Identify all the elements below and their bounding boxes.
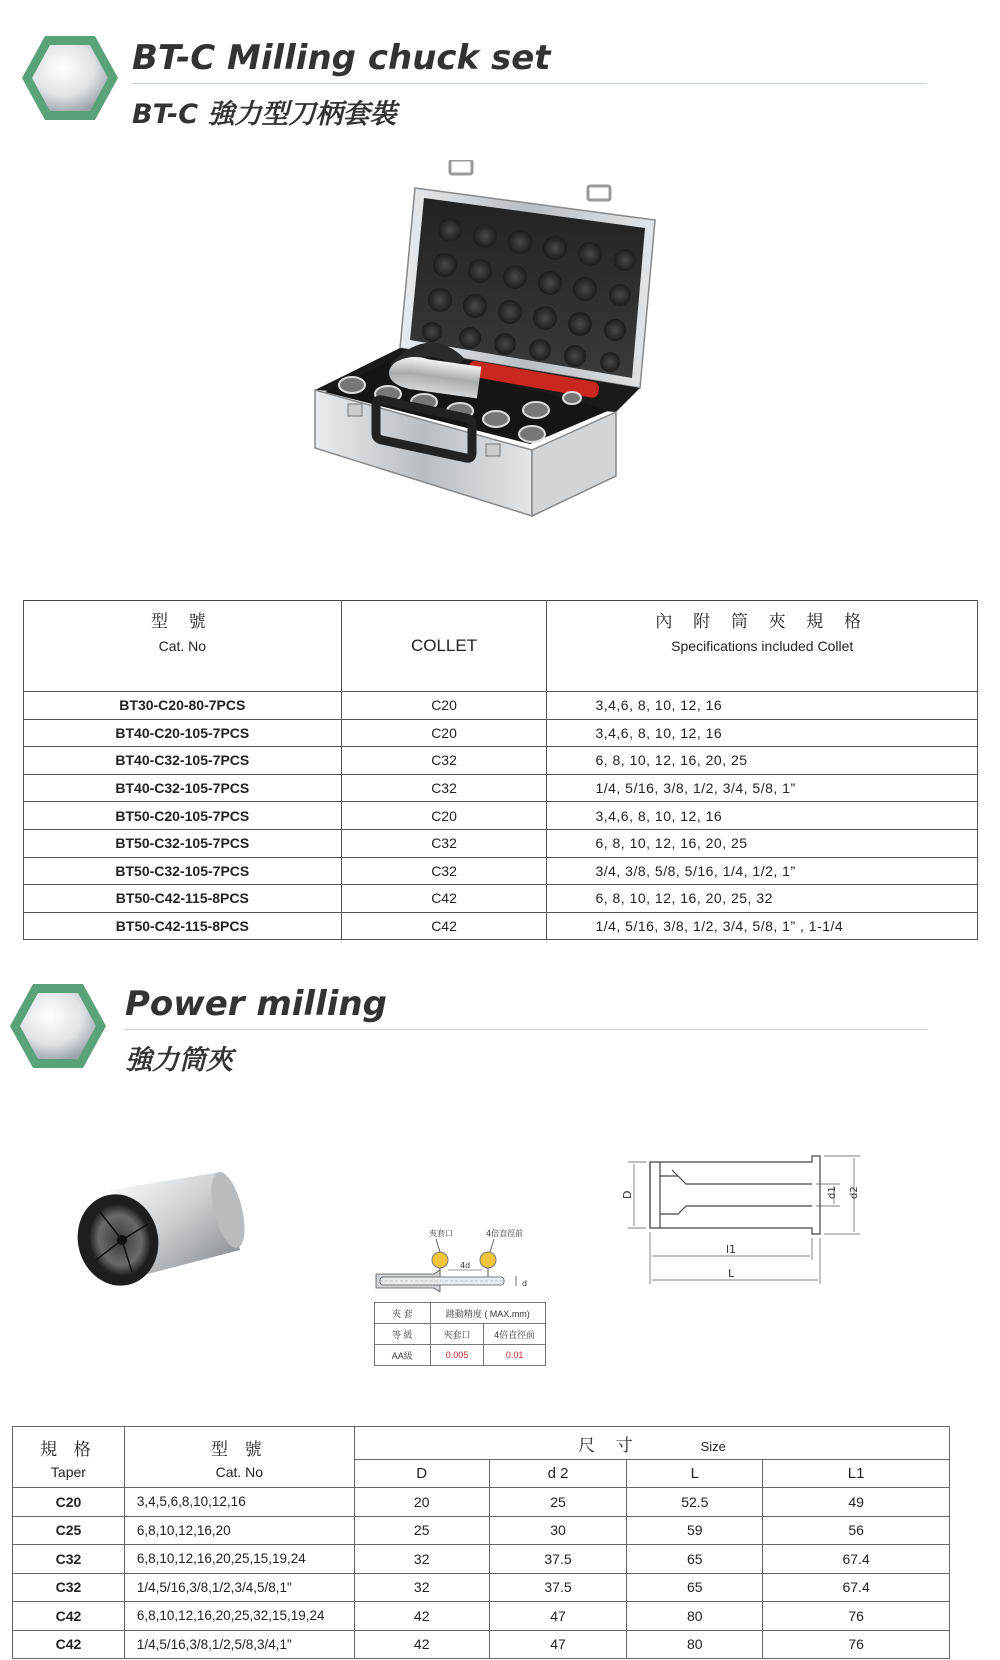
dim-l1: l1: [726, 1243, 737, 1256]
table-row: [13, 1545, 950, 1574]
collet: C20: [341, 719, 547, 747]
chuck-set-case-image: [300, 160, 670, 560]
header-taper-cn: 規 格: [40, 1439, 97, 1459]
table-row: [24, 802, 978, 830]
collet: C42: [341, 912, 547, 940]
header-spec: [547, 601, 978, 692]
cat-no: 1/4,5/16,3/8,1/2,5/8,3/4,1": [124, 1630, 354, 1659]
table-row: [13, 1488, 950, 1517]
spec-grade-header-1: 夾 套: [375, 1303, 431, 1324]
value-L: 59: [627, 1516, 763, 1545]
title-divider: [132, 83, 927, 84]
value-L1: 56: [763, 1516, 950, 1545]
header-size: [354, 1427, 949, 1460]
spec-grade-header-2: 等 級: [375, 1324, 431, 1345]
collet: C32: [341, 774, 547, 802]
section-title-cn: 強力筒夾: [125, 1045, 233, 1076]
cat-no: BT40-C32-105-7PCS: [24, 747, 342, 775]
cat-no: 6,8,10,12,16,20,25,15,19,24: [124, 1545, 354, 1574]
collet: C20: [341, 802, 547, 830]
power-collet-image: [70, 1168, 245, 1293]
collet: C32: [341, 747, 547, 775]
section-title-cn: BT-C 強力型刀柄套裝: [132, 99, 397, 130]
cat-no: BT50-C42-115-8PCS: [24, 912, 342, 940]
value-d2: 37.5: [489, 1545, 627, 1574]
chuck-set-table: [23, 600, 978, 940]
spec: 3,4,6, 8, 10, 12, 16: [547, 719, 978, 747]
header-D: D: [354, 1460, 489, 1488]
value-d2: 30: [489, 1516, 627, 1545]
taper: C32: [13, 1545, 125, 1574]
cat-no: BT40-C20-105-7PCS: [24, 719, 342, 747]
header-taper-en: Taper: [50, 1463, 86, 1480]
table-row: [13, 1516, 950, 1545]
taper: C42: [13, 1602, 125, 1631]
spec: 6, 8, 10, 12, 16, 20, 25: [547, 747, 978, 775]
collet: C42: [341, 885, 547, 913]
cat-no: 6,8,10,12,16,20,25,32,15,19,24: [124, 1602, 354, 1631]
value-D: 32: [354, 1573, 489, 1602]
table-row: [24, 692, 978, 720]
table-row: [13, 1573, 950, 1602]
value-L: 80: [627, 1630, 763, 1659]
collet-dimension-drawing: [620, 1150, 880, 1290]
table-row: [24, 885, 978, 913]
cat-no: BT40-C32-105-7PCS: [24, 774, 342, 802]
cat-no: 3,4,5,6,8,10,12,16: [124, 1488, 354, 1517]
hexagon-logo-icon: [20, 32, 120, 124]
taper: C42: [13, 1630, 125, 1659]
value-L: 80: [627, 1602, 763, 1631]
table-header-row: [13, 1427, 950, 1460]
value-D: 20: [354, 1488, 489, 1517]
runout-spec-table: [374, 1302, 546, 1366]
header-L1: L1: [763, 1460, 950, 1488]
header-cat-cn: 型 號: [210, 1439, 268, 1459]
cat-no: BT50-C32-105-7PCS: [24, 829, 342, 857]
spec: 1/4, 5/16, 3/8, 1/2, 3/4, 5/8, 1” , 1-1/4: [547, 912, 978, 940]
value-D: 32: [354, 1545, 489, 1574]
table-row: [24, 747, 978, 775]
table-row: [24, 719, 978, 747]
value-L: 65: [627, 1573, 763, 1602]
table-row: [13, 1602, 950, 1631]
value-L1: 67.4: [763, 1573, 950, 1602]
header-spec-cn: 內 附 筒 夾 規 格: [655, 611, 870, 631]
taper: C20: [13, 1488, 125, 1517]
value-d2: 47: [489, 1602, 627, 1631]
spec-4x-header: 4倍直徑前: [484, 1324, 546, 1345]
taper: C32: [13, 1573, 125, 1602]
header-taper: [13, 1427, 125, 1488]
header-cat-no: [124, 1427, 354, 1488]
table-row: [24, 829, 978, 857]
cat-no: BT30-C20-80-7PCS: [24, 692, 342, 720]
spec: 6, 8, 10, 12, 16, 20, 25: [547, 829, 978, 857]
collet: C20: [341, 692, 547, 720]
header-spec-en: Specifications included Collet: [671, 637, 854, 654]
taper: C25: [13, 1516, 125, 1545]
collet: C32: [341, 829, 547, 857]
header-collet-label: COLLET: [410, 636, 478, 655]
header-cat-cn: 型 號: [150, 611, 214, 631]
spec-mouth-header: 夾套口: [430, 1324, 484, 1345]
table-row: [24, 912, 978, 940]
label-d: d: [522, 1279, 528, 1288]
spec: 1/4, 5/16, 3/8, 1/2, 3/4, 5/8, 1”: [547, 774, 978, 802]
header-d2: d 2: [489, 1460, 627, 1488]
value-D: 42: [354, 1630, 489, 1659]
header-size-cn: 尺 寸: [577, 1435, 641, 1455]
spec-grade-value: AA級: [375, 1345, 431, 1366]
section-title-en: Power milling: [125, 984, 387, 1024]
value-L: 52.5: [627, 1488, 763, 1517]
dim-D: D: [621, 1190, 634, 1199]
label-4x-diameter: 4倍直徑前: [486, 1229, 524, 1238]
value-d2: 47: [489, 1630, 627, 1659]
table-header-row: [24, 601, 978, 692]
header-collet: [341, 601, 547, 692]
value-L: 65: [627, 1545, 763, 1574]
value-D: 25: [354, 1516, 489, 1545]
cat-no: 6,8,10,12,16,20: [124, 1516, 354, 1545]
table-row: [24, 857, 978, 885]
runout-test-diagram: [374, 1226, 554, 1302]
table-row: [13, 1630, 950, 1659]
value-d2: 25: [489, 1488, 627, 1517]
cat-no: BT50-C42-115-8PCS: [24, 885, 342, 913]
spec-runout-header: 跳動精度 ( MAX.mm): [430, 1303, 545, 1324]
value-L1: 76: [763, 1602, 950, 1631]
spec: 3/4, 3/8, 5/8, 5/16, 1/4, 1/2, 1”: [547, 857, 978, 885]
header-cat-en: Cat. No: [158, 637, 207, 654]
cat-no: BT50-C20-105-7PCS: [24, 802, 342, 830]
dim-d2: d2: [849, 1186, 860, 1199]
hexagon-logo-icon: [8, 980, 108, 1072]
value-L1: 67.4: [763, 1545, 950, 1574]
header-size-en: Size: [700, 1438, 726, 1454]
spec: 3,4,6, 8, 10, 12, 16: [547, 802, 978, 830]
label-4d: 4d: [460, 1261, 471, 1270]
value-d2: 37.5: [489, 1573, 627, 1602]
value-L1: 76: [763, 1630, 950, 1659]
value-L1: 49: [763, 1488, 950, 1517]
title-divider: [125, 1029, 928, 1030]
spec: 6, 8, 10, 12, 16, 20, 25, 32: [547, 885, 978, 913]
spec-4x-value: 0.01: [484, 1345, 546, 1366]
table-row: [24, 774, 978, 802]
cat-no: 1/4,5/16,3/8,1/2,3/4,5/8,1": [124, 1573, 354, 1602]
label-clamp-mouth: 夾套口: [429, 1229, 453, 1238]
header-cat-en: Cat. No: [215, 1463, 264, 1480]
header-L: L: [627, 1460, 763, 1488]
section-title-en: BT-C Milling chuck set: [132, 38, 551, 78]
spec: 3,4,6, 8, 10, 12, 16: [547, 692, 978, 720]
value-D: 42: [354, 1602, 489, 1631]
spec-mouth-value: 0.005: [430, 1345, 484, 1366]
dim-L: L: [728, 1267, 735, 1280]
cat-no: BT50-C32-105-7PCS: [24, 857, 342, 885]
dim-d1: d1: [827, 1186, 838, 1199]
header-cat-no: [24, 601, 342, 692]
collet: C32: [341, 857, 547, 885]
power-collet-table: [12, 1426, 950, 1659]
